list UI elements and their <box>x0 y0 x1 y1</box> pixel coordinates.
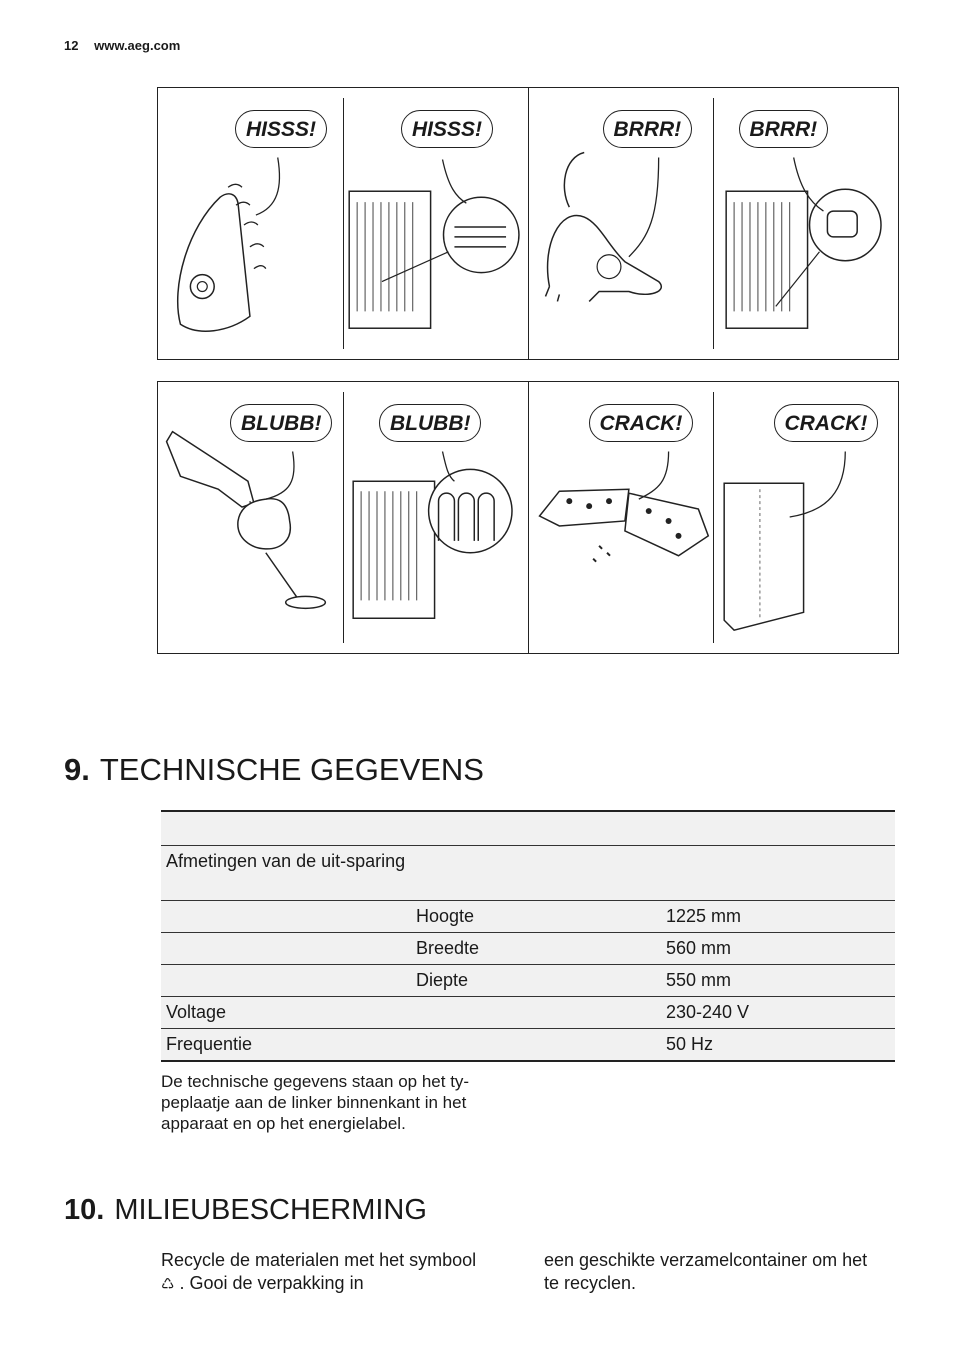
row-value: 1225 mm <box>661 901 895 933</box>
section-9-heading <box>64 752 484 788</box>
row-label: Voltage <box>161 997 411 1029</box>
speech-bubble-brrr-1: BRRR! <box>603 110 693 148</box>
illustration-brrr <box>528 88 899 359</box>
recycle-text-1: Recycle de materialen met het symbool <box>161 1250 477 1270</box>
table-row <box>161 901 895 933</box>
website-url: www.aeg.com <box>94 38 181 53</box>
row-value: 230-240 V <box>661 997 895 1029</box>
speech-bubble-blubb-2: BLUBB! <box>379 404 481 442</box>
speech-bubble-hiss-2: HISSS! <box>401 110 493 148</box>
row-value <box>661 846 895 901</box>
illustration-blubb <box>158 382 528 653</box>
section-10-title: MILIEUBESCHERMING <box>114 1194 427 1226</box>
table-row <box>161 1029 895 1062</box>
section-9-title: TECHNISCHE GEGEVENS <box>99 752 484 787</box>
section-9-number: 9. <box>64 752 90 787</box>
illustration-crack <box>528 382 899 653</box>
row-sub: Diepte <box>411 965 661 997</box>
row-label: Frequentie <box>161 1029 411 1062</box>
illustration-row-1 <box>157 87 899 360</box>
row-label: Afmetingen van de uit-sparing <box>161 846 411 901</box>
table-row <box>161 965 895 997</box>
table-header-row <box>161 811 895 846</box>
table-row <box>161 846 895 901</box>
row-label <box>161 933 411 965</box>
technical-data-table <box>161 810 895 1062</box>
speech-bubble-brrr-2: BRRR! <box>739 110 829 148</box>
row-sub <box>411 846 661 901</box>
table-row <box>161 933 895 965</box>
page-header <box>64 38 180 53</box>
speech-bubble-blubb-1: BLUBB! <box>230 404 332 442</box>
speech-bubble-crack-1: CRACK! <box>589 404 694 442</box>
cat-and-fridge-drawing <box>529 88 899 359</box>
table-row <box>161 997 895 1029</box>
speech-bubble-crack-2: CRACK! <box>774 404 879 442</box>
recycle-icon: ♺ <box>161 1276 175 1293</box>
speech-bubble-hiss-1: HISSS! <box>235 110 327 148</box>
section-10-heading <box>64 1194 427 1227</box>
row-label <box>161 901 411 933</box>
row-label <box>161 965 411 997</box>
section-10-number: 10. <box>64 1194 105 1226</box>
environment-text-right: een geschikte verzamelcontainer om het te recyclen. <box>544 1250 868 1293</box>
row-value: 550 mm <box>661 965 895 997</box>
illustration-hiss <box>158 88 528 359</box>
environment-text-left <box>161 1249 491 1296</box>
technical-data-note: De technische gegevens staan op het ty-peplaatje aan de linker binnenkant in het apparaat en op het energielabel. <box>161 1072 470 1133</box>
row-sub: Hoogte <box>411 901 661 933</box>
page-number: 12 <box>64 38 79 53</box>
illustration-row-2 <box>157 381 899 654</box>
row-sub <box>411 997 661 1029</box>
row-sub: Breedte <box>411 933 661 965</box>
row-value: 560 mm <box>661 933 895 965</box>
row-sub <box>411 1029 661 1062</box>
recycle-text-2: . Gooi de verpakking in <box>179 1273 364 1293</box>
row-value: 50 Hz <box>661 1029 895 1062</box>
